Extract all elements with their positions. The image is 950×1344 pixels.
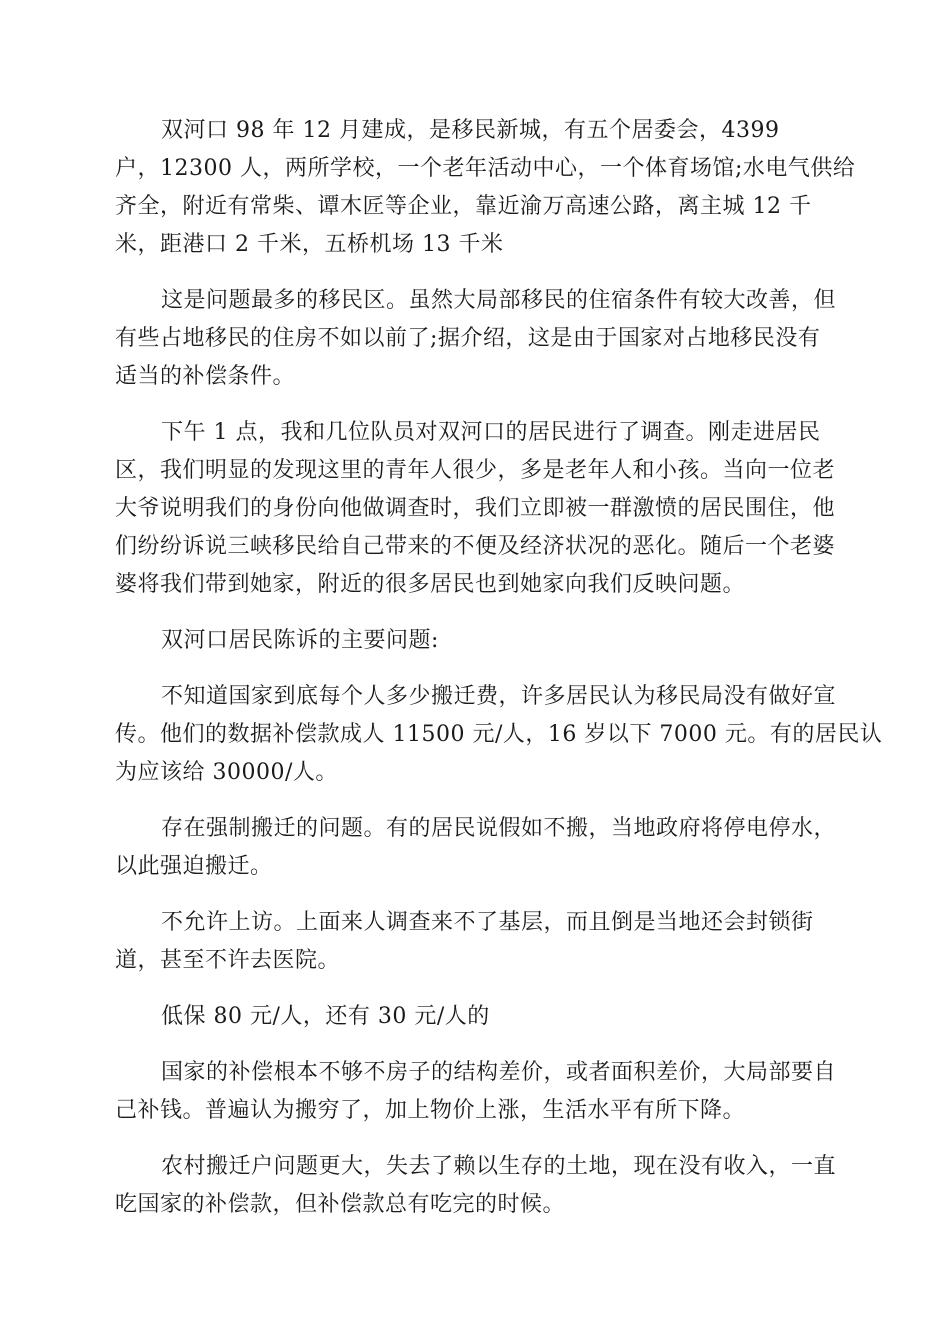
text-line: 低保 80 元/人，还有 30 元/人的 <box>161 1004 490 1029</box>
paragraph-rural-households <box>115 1148 840 1224</box>
text-line: 区，我们明显的发现这里的青年人很少，多是老年人和小孩。当向一位老 <box>115 458 836 483</box>
paragraph-problem-area <box>115 282 840 396</box>
text-line: 婆将我们带到她家，附近的很多居民也到她家向我们反映问题。 <box>115 572 746 597</box>
text-line: 米，距港口 2 千米，五桥机场 13 千米 <box>115 232 504 257</box>
paragraph-main-issues-heading <box>115 622 840 660</box>
text-line: 己补钱。普遍认为搬穷了，加上物价上涨，生活水平有所下降。 <box>115 1098 746 1123</box>
text-line: 适当的补偿条件。 <box>115 364 296 389</box>
text-line: 有些占地移民的住房不如以前了;据介绍，这是由于国家对占地移民没有 <box>115 326 821 351</box>
paragraph-minimum-allowance <box>115 998 840 1036</box>
text-line: 传。他们的数据补偿款成人 11500 元/人，16 岁以下 7000 元。有的居民认 <box>115 722 883 747</box>
text-line: 吃国家的补偿款，但补偿款总有吃完的时候。 <box>115 1192 566 1217</box>
text-line: 这是问题最多的移民区。虽然大局部移民的住宿条件有较大改善，但 <box>161 288 837 313</box>
text-line: 大爷说明我们的身份向他做调查时，我们立即被一群激愤的居民围住，他 <box>115 496 836 521</box>
text-line: 齐全，附近有常柴、谭木匠等企业，靠近渝万高速公路，离主城 12 千 <box>115 194 812 219</box>
text-line: 下午 1 点，我和几位队员对双河口的居民进行了调查。刚走进居民 <box>161 420 821 445</box>
text-line: 国家的补偿根本不够不房子的结构差价，或者面积差价，大局部要自 <box>161 1060 837 1085</box>
paragraph-afternoon-survey <box>115 414 840 604</box>
text-line: 户，12300 人，两所学校，一个老年活动中心，一个体育场馆;水电气供给 <box>115 156 856 181</box>
document-body <box>115 112 883 1242</box>
text-line: 不知道国家到底每个人多少搬迁费，许多居民认为移民局没有做好宣 <box>161 684 837 709</box>
text-line: 双河口居民陈诉的主要问题: <box>161 628 439 653</box>
paragraph-shuanghekou-overview <box>115 112 856 264</box>
text-line: 为应该给 30000/人。 <box>115 760 338 785</box>
paragraph-forced-relocation <box>115 810 840 886</box>
text-line: 们纷纷诉说三峡移民给自己带来的不便及经济状况的恶化。随后一个老婆 <box>115 534 836 559</box>
paragraph-relocation-fee <box>115 678 883 792</box>
paragraph-compensation-gap <box>115 1054 840 1130</box>
text-line: 以此强迫搬迁。 <box>115 854 273 879</box>
text-line: 道，甚至不许去医院。 <box>115 948 341 973</box>
text-line: 农村搬迁户问题更大，失去了赖以生存的土地，现在没有收入，一直 <box>161 1154 837 1179</box>
text-line: 双河口 98 年 12 月建成，是移民新城，有五个居委会，4399 <box>161 118 780 143</box>
text-line: 存在强制搬迁的问题。有的居民说假如不搬，当地政府将停电停水， <box>161 816 837 841</box>
paragraph-no-petition <box>115 904 840 980</box>
text-line: 不允许上访。上面来人调查来不了基层，而且倒是当地还会封锁街 <box>161 910 814 935</box>
